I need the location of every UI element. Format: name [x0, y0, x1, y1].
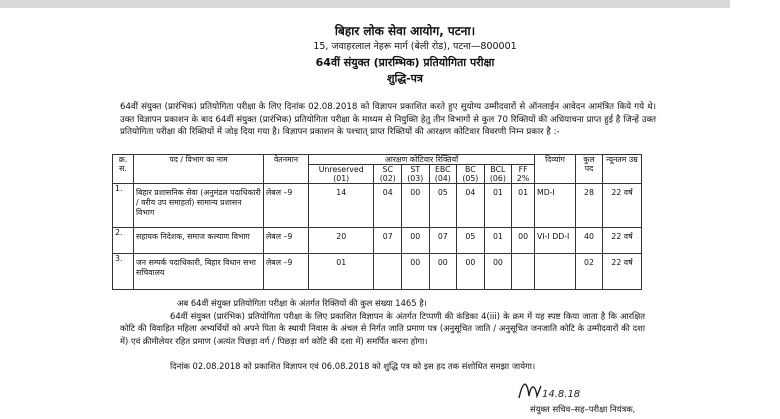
cell-ff: 00 — [512, 228, 535, 254]
exam-title: 64वीं संयुक्त (प्रारम्भिक) प्रतियोगिता परीक्षा — [315, 56, 495, 69]
cell-post: बिहार प्रशासनिक सेवा (अनुमंडल पदाधिकारी / वरीय उप समाहर्ता) सामान्य प्रशासन विभाग — [134, 184, 264, 228]
cell-sno: 2. — [113, 228, 134, 254]
cell-st: 00 — [401, 254, 429, 290]
col-post: पद / विभाग का नाम — [134, 155, 264, 184]
cell-sc: 04 — [374, 184, 402, 228]
cell-bc: 05 — [457, 228, 485, 254]
cell-ebc: 07 — [429, 228, 457, 254]
category-code: (02) — [379, 174, 396, 183]
cell-ebc: 05 — [429, 184, 457, 228]
cell-ff: 01 — [512, 184, 535, 228]
category-code: 2% — [516, 174, 530, 183]
table-row — [113, 254, 642, 290]
col-min-age: न्यूनतम उम्र — [603, 155, 642, 184]
category-name: BC — [465, 165, 476, 174]
cell-sno: 1. — [113, 184, 134, 228]
organization-address: 15, जवाहरलाल नेहरू मार्ग (बेली रोड), पटना—800001 — [313, 41, 517, 52]
category-code: (03) — [407, 174, 424, 183]
signature-date: 14.8.18 — [542, 389, 581, 400]
signatory-designation: संयुक्त सचिव–सह–परीक्षा नियंत्रक, — [530, 404, 636, 414]
category-name: Unreserved — [318, 165, 364, 174]
cell-ff — [512, 254, 535, 290]
col-category-ebc — [429, 165, 457, 184]
cell-bc: 04 — [457, 184, 485, 228]
intro-paragraph: 64वीं संयुक्त (प्रारंभिक) प्रतियोगिता परीक्षा के लिए दिनांक 02.08.2018 को विज्ञापन प्रकाशित करते हुए सुयोग्य उम्मीदवारों से ऑनलाईन आवेदन आमंत्रित किये गये थे। उक्त विज्ञापन प्रकाशन के बाद 64वीं संयुक्त (प्रारंभिक) प्रतियोगिता परीक्षा के माध्यम से नियुक्ति हेतु तीन विभागों से कुल 70 रिक्तियों की अधियाचना प्राप्त हुई है जिन्हें उक्त प्रतियोगिता परीक्षा की रिक्तियों में जोड़ दिया गया है। विज्ञापन प्रकाशन के पश्चात् प्राप्त रिक्तियों की आरक्षण कोटिवार विवरणी निम्न प्रकार है :- — [120, 102, 656, 138]
cell-unreserved: 20 — [309, 228, 374, 254]
col-category-ff — [512, 165, 535, 184]
cell-unreserved: 01 — [309, 254, 374, 290]
cell-disability — [535, 254, 576, 290]
cell-bc: 00 — [457, 254, 485, 290]
cell-bcl: 01 — [484, 184, 512, 228]
handwritten-signature — [515, 378, 581, 402]
col-pay: वेतनमान — [264, 155, 309, 184]
cell-total: 02 — [576, 254, 603, 290]
col-category-unreserved — [309, 165, 374, 184]
cell-bcl: 01 — [484, 228, 512, 254]
cell-pay: लेबल –9 — [264, 254, 309, 290]
cell-pay: लेबल –9 — [264, 228, 309, 254]
category-name: EBC — [435, 165, 451, 174]
col-category-st — [401, 165, 429, 184]
cell-sc — [374, 254, 402, 290]
category-name: FF — [518, 165, 528, 174]
cell-st: 00 — [401, 184, 429, 228]
col-category-bcl — [484, 165, 512, 184]
col-reservation-group: आरक्षण कोटिवार रिक्तियाँ — [309, 155, 535, 165]
cell-disability: VI-I DD-I — [535, 228, 576, 254]
category-code: (05) — [462, 174, 479, 183]
col-category-bc — [457, 165, 485, 184]
cell-total: 40 — [576, 228, 603, 254]
viewer-top-strip — [0, 0, 730, 8]
cell-total: 28 — [576, 184, 603, 228]
table-row — [113, 228, 642, 254]
table-row — [113, 184, 642, 228]
col-disability: दिव्यांग — [535, 155, 576, 184]
cell-bcl: 00 — [484, 254, 512, 290]
clarification-paragraph: 64वीं संयुक्त (प्रारंभिक) प्रतियोगिता परीक्षा के लिए प्रकाशित विज्ञापन के अंतर्गत टिप्पणी की कंडिका 4(iii) के क्रम में यह स्पष्ट किया जाता है कि आरक्षित कोटि की विवाहित महिला अभ्यर्थियों को अपने पिता के स्थायी निवास के अंचल से निर्गत जाति प्रमाण पत्र (अनुसूचित जाति / अनुसूचित जनजाति कोटि के उम्मीदवारों की दशा में) एवं क्रीमीलेयर रहित प्रमाण (अत्यंत पिछड़ा वर्ग / पिछड़ा वर्ग कोटि की दशा में) समर्पित करना होगा। — [120, 311, 645, 346]
category-name: SC — [382, 165, 393, 174]
document-title: शुद्धि-पत्र — [386, 72, 423, 85]
total-vacancies-line: अब 64वीं संयुक्त प्रतियोगिता परीक्षा के अंतर्गत रिक्तियों की कुल संख्या 1465 है। — [177, 298, 427, 308]
category-code: (01) — [333, 174, 350, 183]
cell-disability: MD-I — [535, 184, 576, 228]
cell-min-age: 22 वर्ष — [603, 254, 642, 290]
col-category-sc — [374, 165, 402, 184]
reservation-table — [112, 154, 642, 290]
col-total: कुल पद — [576, 155, 603, 184]
cell-post: जन सम्पर्क पदाधिकारी, बिहार विधान सभा सचिवालय — [134, 254, 264, 290]
category-code: (04) — [434, 174, 451, 183]
category-name: ST — [410, 165, 421, 174]
cell-post: सहायक निदेशक, समाज कल्याण विभाग — [134, 228, 264, 254]
cell-st: 00 — [401, 228, 429, 254]
amendment-note: दिनांक 02.08.2018 को प्रकाशित विज्ञापन एवं 06.08.2018 को शुद्धि पत्र को इस हद तक संशोधित समझा जायेगा। — [170, 361, 536, 371]
col-sno: क्र. स. — [113, 155, 134, 184]
cell-pay: लेबल –9 — [264, 184, 309, 228]
category-code: (06) — [489, 174, 506, 183]
category-name: BCL — [490, 165, 506, 174]
cell-sc: 07 — [374, 228, 402, 254]
cell-sno: 3. — [113, 254, 134, 290]
cell-min-age: 22 वर्ष — [603, 184, 642, 228]
cell-ebc: 00 — [429, 254, 457, 290]
cell-unreserved: 14 — [309, 184, 374, 228]
cell-min-age: 22 वर्ष — [603, 228, 642, 254]
organization-name: बिहार लोक सेवा आयोग, पटना। — [334, 24, 476, 38]
